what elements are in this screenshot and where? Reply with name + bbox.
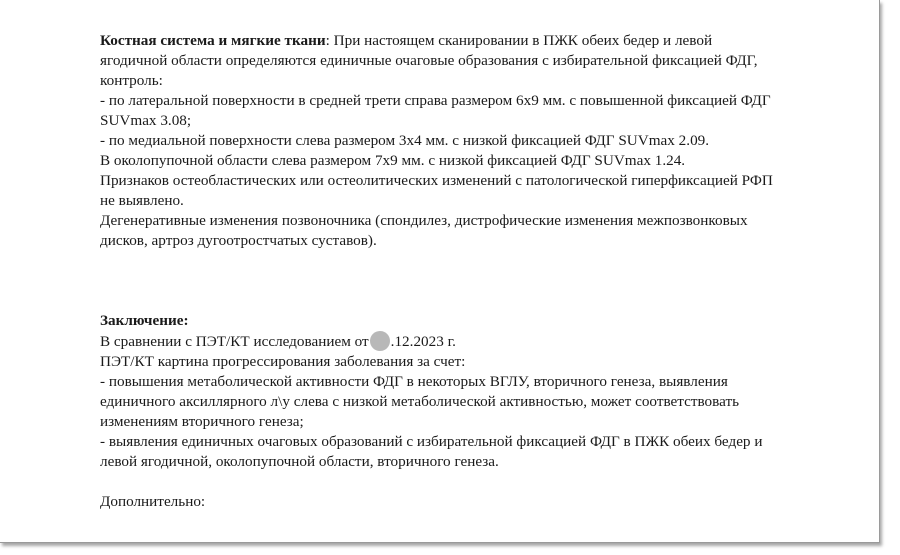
bones-line: - по медиальной поверхности слева размером 3х4 мм. с низкой фиксацией ФДГ SUVmax 2.09. <box>100 132 710 149</box>
bones-line: В околопупочной области слева размером 7х9 мм. с низкой фиксацией ФДГ SUVmax 1.24. <box>100 152 686 169</box>
conclusion-line: изменениям вторичного генеза; <box>100 413 304 430</box>
spacer <box>100 472 840 492</box>
bones-line: Признаков остеобластических или остеолитических изменений с патологической гиперфиксацией РФП <box>100 172 773 189</box>
comparison-date-suffix: .12.2023 г. <box>390 333 456 350</box>
spacer <box>100 251 840 271</box>
bones-line: контроль: <box>100 72 163 89</box>
bones-line: дисков, артроз дугоотростчатых суставов). <box>100 232 377 249</box>
bones-line: не выявлено. <box>100 192 184 209</box>
bones-line: ягодичной области определяются единичные очаговые образования с избирательной фиксацией ФДГ, <box>100 52 758 69</box>
bones-section-first-line <box>100 31 840 51</box>
spacer <box>100 271 840 291</box>
conclusion-line: ПЭТ/КТ картина прогрессирования заболевания за счет: <box>100 353 466 370</box>
spacer <box>100 291 840 311</box>
bones-section-intro: : При настоящем сканировании в ПЖК обеих бедер и левой <box>325 32 713 49</box>
comparison-prefix: В сравнении с ПЭТ/КТ исследованием от <box>100 333 369 350</box>
redaction-mark <box>370 331 390 351</box>
document-content <box>100 31 840 512</box>
conclusion-line: единичного аксиллярного л\у слева с низкой метаболической активностью, может соответствовать <box>100 393 740 410</box>
conclusion-line: левой ягодичной, околопупочной области, вторичного генеза. <box>100 453 499 470</box>
additional-heading: Дополнительно: <box>100 493 206 510</box>
conclusion-line: - выявления единичных очаговых образований с избирательной фиксацией ФДГ в ПЖК обеих бедер и <box>100 433 763 450</box>
bones-line: SUVmax 3.08; <box>100 112 192 129</box>
bones-section-heading: Костная система и мягкие ткани <box>100 32 326 49</box>
bones-line: - по латеральной поверхности в средней трети справа размером 6х9 мм. с повышенной фиксацией ФДГ <box>100 92 771 109</box>
conclusion-heading: Заключение: <box>100 312 189 329</box>
conclusion-line: - повышения метаболической активности ФДГ в некоторых ВГЛУ, вторичного генеза, выявления <box>100 373 728 390</box>
conclusion-comparison-line <box>100 331 840 352</box>
bones-line: Дегенеративные изменения позвоночника (спондилез, дистрофические изменения межпозвонковых <box>100 212 748 229</box>
